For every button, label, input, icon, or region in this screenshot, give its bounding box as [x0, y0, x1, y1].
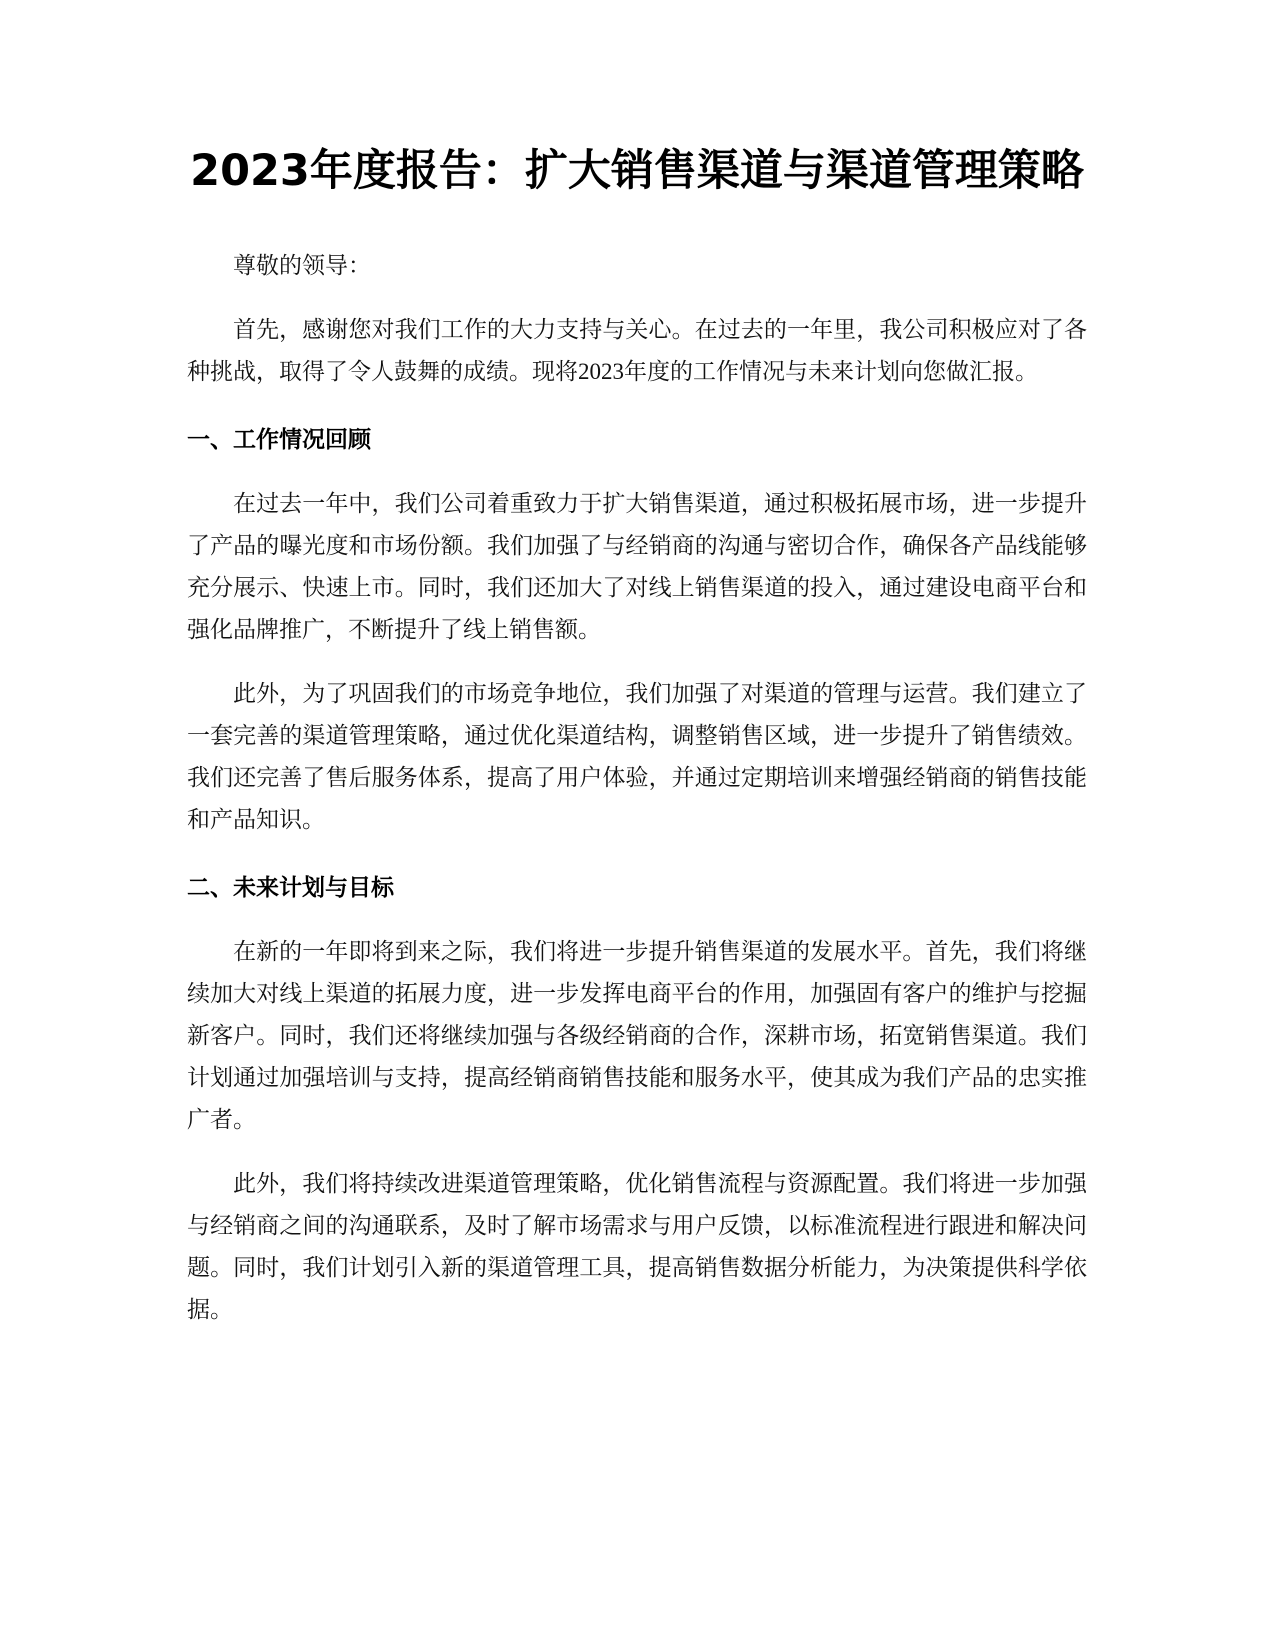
body-paragraph: 此外，为了巩固我们的市场竞争地位，我们加强了对渠道的管理与运营。我们建立了一套完善的渠道管理策略，通过优化渠道结构，调整销售区域，进一步提升了销售绩效。我们还完善了售后服务体系，提高了用户体验，并通过定期培训来增强经销商的销售技能和产品知识。 — [187, 681, 1087, 832]
section-heading: 一、工作情况回顾 — [187, 427, 371, 453]
document-body — [187, 135, 1087, 1331]
section-future-plan — [187, 867, 1087, 1331]
body-paragraph: 在过去一年中，我们公司着重致力于扩大销售渠道，通过积极拓展市场，进一步提升了产品的曝光度和市场份额。我们加强了与经销商的沟通与密切合作，确保各产品线能够充分展示、快速上市。同时，我们还加大了对线上销售渠道的投入，通过建设电商平台和强化品牌推广，不断提升了线上销售额。 — [187, 491, 1087, 642]
body-paragraph: 此外，我们将持续改进渠道管理策略，优化销售流程与资源配置。我们将进一步加强与经销商之间的沟通联系，及时了解市场需求与用户反馈，以标准流程进行跟进和解决问题。同时，我们计划引入新的渠道管理工具，提高销售数据分析能力，为决策提供科学依据。 — [187, 1171, 1087, 1322]
document-title: 2023年度报告：扩大销售渠道与渠道管理策略 — [190, 146, 1084, 196]
intro-paragraph: 首先，感谢您对我们工作的大力支持与关心。在过去的一年里，我公司积极应对了各种挑战，取得了令人鼓舞的成绩。现将2023年度的工作情况与未来计划向您做汇报。 — [187, 317, 1087, 384]
section-work-review — [187, 419, 1087, 841]
body-paragraph: 在新的一年即将到来之际，我们将进一步提升销售渠道的发展水平。首先，我们将继续加大对线上渠道的拓展力度，进一步发挥电商平台的作用，加强固有客户的维护与挖掘新客户。同时，我们还将继续加强与各级经销商的合作，深耕市场，拓宽销售渠道。我们计划通过加强培训与支持，提高经销商销售技能和服务水平，使其成为我们产品的忠实推广者。 — [187, 939, 1087, 1132]
salutation: 尊敬的领导： — [233, 253, 371, 278]
section-heading: 二、未来计划与目标 — [187, 875, 394, 901]
